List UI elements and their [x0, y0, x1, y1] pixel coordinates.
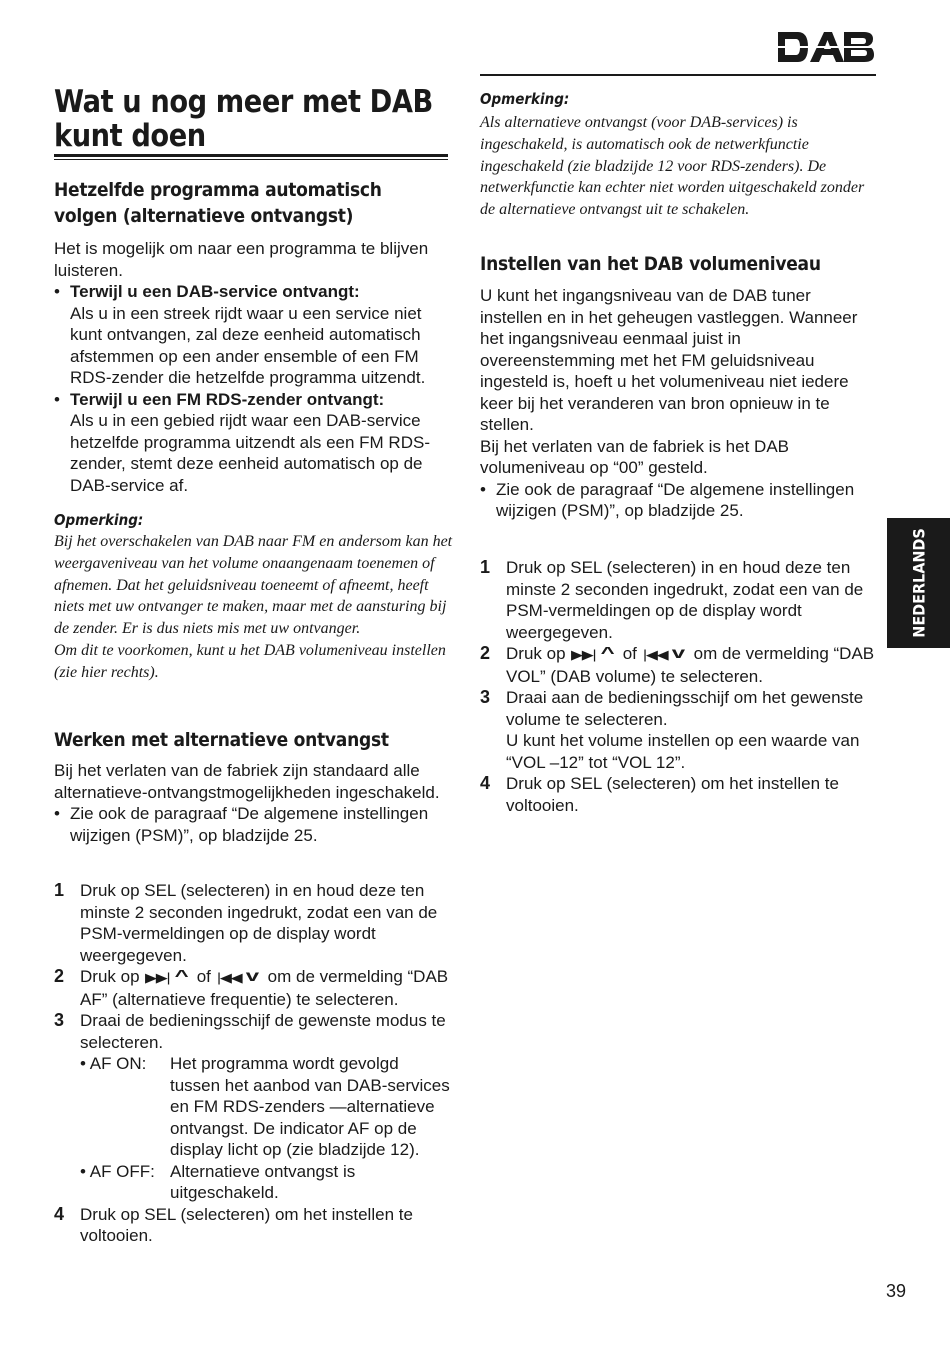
volume-intro: U kunt het ingangsniveau van de DAB tuner instellen en in het geheugen vastleggen. Wanneer het ingangsniveau eenmaal juist in overeenstemming met het FM geluidsniveau ingesteld is, hoeft u het volumeniveau niet iedere keer bij het veranderen van bron opnieuw in te stellen. [480, 286, 858, 434]
volume-intro-2: Bij het verlaten van de fabriek is het DAB volumeniveau op “00” gesteld. [480, 436, 789, 477]
step-item [54, 1010, 450, 1204]
section-heading-af-working: Werken met alternatieve ontvangst [54, 729, 389, 751]
step-text-pre: Druk op [506, 644, 566, 663]
bullet-dot: • [54, 282, 60, 301]
step-text-of: of [622, 644, 637, 663]
bullet-item [54, 389, 450, 497]
step-item [54, 880, 450, 966]
bullet-item [54, 281, 450, 389]
option-text: Alternatieve ontvangst is uitgeschakeld. [170, 1161, 356, 1202]
bullet-text: Als u in een streek rijdt waar u een service niet kunt ontvangen, zal deze eenheid automatisch afstemmen op een ander ensemble of een FM RDS-zender die hetzelfde programma uitzendt. [70, 303, 426, 387]
steps-list [54, 880, 450, 1247]
section-heading-af-follow: Hetzelfde programma automatisch volgen (alternatieve ontvangst) [54, 179, 382, 227]
top-rule [480, 74, 876, 76]
note-heading: Opmerking: [54, 511, 144, 529]
note-heading: Opmerking: [480, 90, 570, 108]
chevron-up-icon: ^ [174, 968, 189, 985]
step-number: 2 [54, 966, 65, 986]
step-text: Druk op SEL (selecteren) om het instellen te voltooien. [506, 774, 839, 815]
bullet-text: Zie ook de paragraaf “De algemene instellingen wijzigen (PSM)”, op bladzijde 25. [496, 479, 855, 520]
step-item [54, 966, 450, 1010]
step-text-post: om de vermelding “DAB VOL” (DAB volume) te selecteren. [506, 644, 875, 686]
step-item [480, 687, 876, 773]
step-text [506, 643, 876, 687]
bullet-title: Terwijl u een DAB-service ontvangt: [70, 282, 360, 301]
option-label: • AF OFF: [80, 1161, 155, 1181]
section2-body [54, 760, 450, 846]
bullet-item [480, 479, 876, 522]
title-rule [54, 154, 448, 157]
option-label: • AF ON: [80, 1054, 147, 1073]
dab-logo [778, 28, 875, 66]
step-text [80, 966, 450, 1010]
section1-intro: Het is mogelijk om naar een programma te blijven luisteren. [54, 239, 429, 280]
section2-intro: Bij het verlaten van de fabriek zijn standaard alle alternatieve-ontvangstmogelijkheden ingeschakeld. [54, 761, 440, 802]
step-number: 4 [480, 773, 491, 793]
language-label: NEDERLANDS [909, 528, 928, 638]
step-text: Druk op SEL (selecteren) in en houd deze ten minste 2 seconden ingedrukt, zodat een van de PSM-vermeldingen op de display wordt weergegeven. [80, 881, 438, 965]
volume-section-body [480, 285, 876, 522]
bullet-dot: • [54, 804, 60, 823]
steps-list [480, 557, 876, 816]
bullet-text: Zie ook de paragraaf “De algemene instellingen wijzigen (PSM)”, op bladzijde 25. [70, 804, 429, 845]
bullet-dot: • [480, 479, 486, 499]
note-text-2: Om dit te voorkomen, kunt u het DAB volumeniveau instellen (zie hier rechts). [54, 641, 446, 681]
step-text-2: U kunt het volume instellen op een waarde van “VOL –12” tot “VOL 12”. [506, 731, 860, 772]
step-text-post: om de vermelding “DAB AF” (alternatieve frequentie) te selecteren. [80, 967, 449, 1009]
chevron-down-icon: v [671, 645, 686, 662]
step-number: 3 [480, 687, 491, 707]
section-heading-dab-volume: Instellen van het DAB volumeniveau [480, 253, 821, 275]
skip-forward-icon: ▶▶| [571, 647, 596, 662]
bullet-dot: • [54, 389, 60, 409]
page-number: 39 [886, 1281, 907, 1301]
option-text: Het programma wordt gevolgd tussen het aanbod van DAB-services en FM RDS-zenders —alternatieve ontvangst. De indicator AF op de display licht op (zie bladzijde 12). [170, 1054, 450, 1159]
step-item [54, 1204, 450, 1247]
note-body [54, 531, 454, 684]
step-number: 1 [480, 557, 491, 577]
chevron-down-icon: v [245, 968, 260, 985]
bullet-item [54, 803, 450, 846]
step-number: 4 [54, 1203, 65, 1224]
step-number: 2 [480, 643, 491, 663]
option-item [80, 1053, 450, 1161]
section1-body [54, 238, 450, 496]
step-item [480, 643, 876, 687]
title-rule-thin [54, 159, 448, 160]
note-body: Als alternatieve ontvangst (voor DAB-services) is ingeschakeld, is automatisch ook de netwerkfunctie ingeschakeld (zie bladzijde 12 voor RDS-zenders). De netwerkfunctie kan echter niet worden uitgeschakeld zonder de alternatieve ontvangst uit te schakelen. [480, 114, 865, 219]
bullet-text: Als u in een gebied rijdt waar een DAB-service hetzelfde programma uitzendt als een FM RDS-zender, stemt deze eenheid automatisch op de DAB-service af. [70, 411, 430, 495]
chevron-up-icon: ^ [600, 645, 615, 662]
step-text-of: of [196, 967, 211, 986]
page-title: Wat u nog meer met DAB kunt doen [54, 84, 433, 154]
step-number: 1 [54, 880, 65, 900]
skip-forward-icon: ▶▶| [145, 970, 170, 985]
step-text-pre: Druk op [80, 967, 140, 986]
note-text: Bij het overschakelen van DAB naar FM en andersom kan het weergaveniveau van het volume onaangenaam toenemen of afnemen. Dat het geluidsniveau toeneemt of afneemt, heeft niets met uw ontvanger te maken, maar met de aansturing bij de zender. Er is dus niets mis met uw ontvanger. [54, 533, 453, 638]
skip-back-icon: |◀◀ [216, 970, 242, 985]
skip-back-icon: |◀◀ [642, 647, 668, 662]
language-side-tab [887, 518, 950, 648]
step-item [480, 557, 876, 643]
step-text: Druk op SEL (selecteren) in en houd deze ten minste 2 seconden ingedrukt, zodat een van de PSM-vermeldingen op de display wordt weergegeven. [506, 558, 864, 642]
step-text: Draai aan de bedieningsschijf om het gewenste volume te selecteren. [506, 688, 864, 729]
step-text: Druk op SEL (selecteren) om het instellen te voltooien. [80, 1204, 413, 1245]
option-item [80, 1161, 450, 1204]
step-number: 3 [54, 1010, 65, 1030]
bullet-title: Terwijl u een FM RDS-zender ontvangt: [70, 389, 385, 409]
step-text: Draai de bedieningsschijf de gewenste modus te selecteren. [80, 1011, 446, 1052]
step-item [480, 773, 876, 816]
